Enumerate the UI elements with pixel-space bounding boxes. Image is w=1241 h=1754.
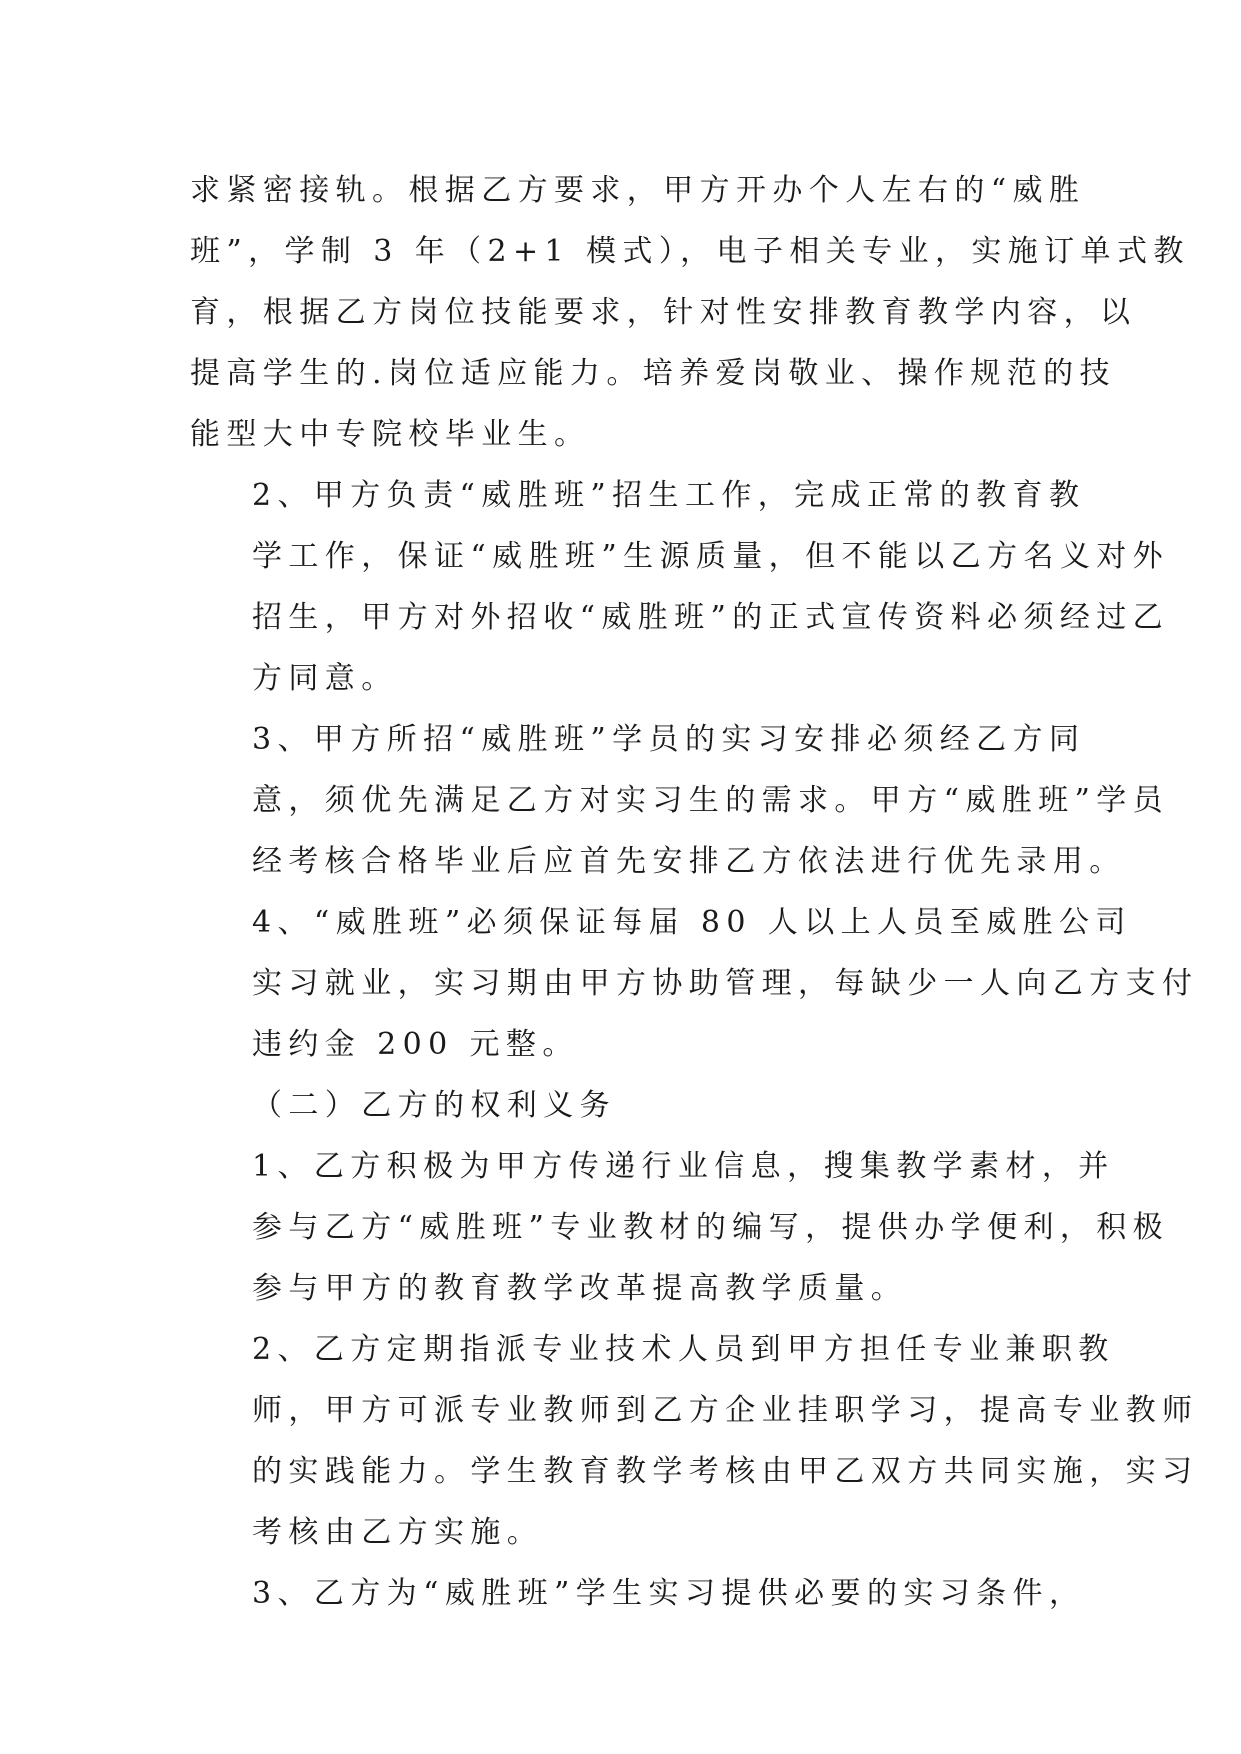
section-heading-party-b [190,1075,1060,1136]
paragraph-clause-4-party-a [190,892,1199,1075]
text-line: 方同意。 [252,661,398,696]
text-line: 学工作，保证“威胜班”生源质量，但不能以乙方名义对外 [252,539,1170,574]
text-line: 的实践能力。学生教育教学考核由甲乙双方共同实施，实习 [252,1454,1199,1489]
text-line: 4、“威胜班”必须保证每届 80 人以上人员至威胜公司 [252,905,1132,940]
text-line: 招生，甲方对外招收“威胜班”的正式宣传资料必须经过乙 [252,600,1170,635]
text-line: 参与甲方的教育教学改革提高教学质量。 [252,1271,908,1306]
text-line: 违约金 200 元整。 [252,1027,579,1062]
text-line: 师，甲方可派专业教师到乙方企业挂职学习，提高专业教师 [252,1393,1199,1428]
text-line: 3、乙方为“威胜班”学生实习提供必要的实习条件， [252,1576,1086,1611]
text-line: 2、甲方负责“威胜班”招生工作，完成正常的教育教 [252,478,1086,513]
text-line: 考核由乙方实施。 [252,1515,544,1550]
paragraph-clause-1-party-b [190,1136,1170,1319]
text-line: 3、甲方所招“威胜班”学员的实习安排必须经乙方同 [252,722,1086,757]
text-line: 提高学生的.岗位适应能力。培养爱岗敬业、操作规范的技 [190,356,1116,391]
section-heading-text: （二）乙方的权利义务 [252,1088,616,1123]
paragraph-clause-2-party-b [190,1319,1199,1563]
text-line: 1、乙方积极为甲方传递行业信息，搜集教学素材，并 [252,1149,1115,1184]
paragraph-clause-3-party-b [190,1563,1086,1624]
text-line: 2、乙方定期指派专业技术人员到甲方担任专业兼职教 [252,1332,1115,1367]
text-line: 意，须优先满足乙方对实习生的需求。甲方“威胜班”学员 [252,783,1170,818]
text-line: 参与乙方“威胜班”专业教材的编写，提供办学便利，积极 [252,1210,1170,1245]
text-line: 班”，学制 3 年（2+1 模式），电子相关专业，实施订单式教 [190,234,1190,269]
text-line: 经考核合格毕业后应首先安排乙方依法进行优先录用。 [252,844,1126,879]
paragraph-clause-3-party-a [190,709,1170,892]
text-line: 实习就业，实习期由甲方协助管理，每缺少一人向乙方支付 [252,966,1199,1001]
text-line: 育，根据乙方岗位技能要求，针对性安排教育教学内容，以 [190,295,1137,330]
paragraph-training-program [190,160,1190,465]
text-line: 求紧密接轨。根据乙方要求，甲方开办个人左右的“威胜 [190,173,1086,208]
paragraph-clause-2-party-a [190,465,1170,709]
document-body [190,160,1199,1624]
text-line: 能型大中专院校毕业生。 [190,417,591,452]
